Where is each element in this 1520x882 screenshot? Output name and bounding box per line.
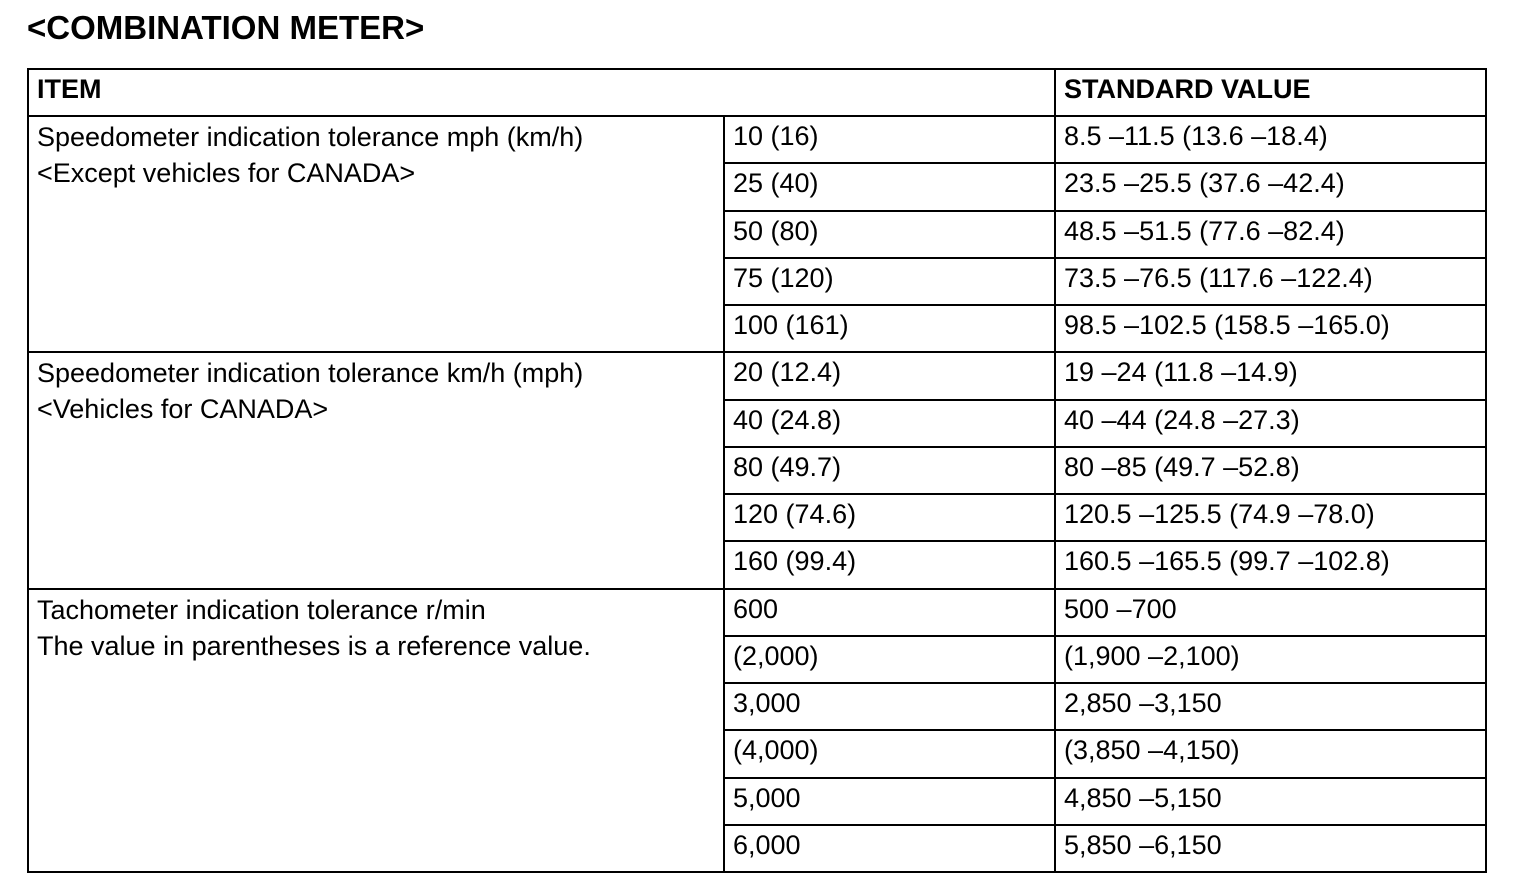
standard-value-cell: 5,850 –6,150 [1055,825,1486,872]
test-condition-cell: (2,000) [724,636,1055,683]
standard-value-cell: 2,850 –3,150 [1055,683,1486,730]
standard-value-cell: 500 –700 [1055,589,1486,636]
item-description [28,116,724,352]
standard-value-cell: 48.5 –51.5 (77.6 –82.4) [1055,211,1486,258]
combination-meter-spec-table [27,68,1487,873]
standard-value-cell: 80 –85 (49.7 –52.8) [1055,447,1486,494]
test-condition-cell: 20 (12.4) [724,352,1055,399]
table-row [28,589,1486,636]
page-title: <COMBINATION METER> [27,9,425,46]
standard-value-cell: (1,900 –2,100) [1055,636,1486,683]
standard-value-cell: 73.5 –76.5 (117.6 –122.4) [1055,258,1486,305]
item-description-line: <Except vehicles for CANADA> [37,158,416,189]
test-condition-cell: 10 (16) [724,116,1055,163]
header-row [28,69,1486,116]
test-condition-cell: 160 (99.4) [724,541,1055,588]
standard-value-cell: 19 –24 (11.8 –14.9) [1055,352,1486,399]
standard-value-cell: 8.5 –11.5 (13.6 –18.4) [1055,116,1486,163]
item-description-line: The value in parentheses is a reference value. [37,630,591,661]
test-condition-cell: 5,000 [724,778,1055,825]
test-condition-cell: 50 (80) [724,211,1055,258]
table-row [28,116,1486,163]
test-condition-cell: 120 (74.6) [724,494,1055,541]
test-condition-cell: 75 (120) [724,258,1055,305]
item-description [28,589,724,872]
test-condition-cell: 600 [724,589,1055,636]
standard-value-cell: 4,850 –5,150 [1055,778,1486,825]
item-description-line: Tachometer indication tolerance r/min [37,594,486,625]
test-condition-cell: 80 (49.7) [724,447,1055,494]
standard-value-cell: 120.5 –125.5 (74.9 –78.0) [1055,494,1486,541]
header-standard-value: STANDARD VALUE [1055,69,1486,116]
header-item: ITEM [28,69,1055,116]
standard-value-cell: 23.5 –25.5 (37.6 –42.4) [1055,163,1486,210]
item-description-line: Speedometer indication tolerance mph (km/h) [37,122,584,153]
standard-value-cell: 40 –44 (24.8 –27.3) [1055,400,1486,447]
standard-value-cell: 160.5 –165.5 (99.7 –102.8) [1055,541,1486,588]
spec-table-body [28,69,1486,872]
standard-value-cell: 98.5 –102.5 (158.5 –165.0) [1055,305,1486,352]
standard-value-cell: (3,850 –4,150) [1055,730,1486,777]
test-condition-cell: 6,000 [724,825,1055,872]
item-description-line: <Vehicles for CANADA> [37,394,329,425]
test-condition-cell: 100 (161) [724,305,1055,352]
test-condition-cell: 3,000 [724,683,1055,730]
item-description-line: Speedometer indication tolerance km/h (mph) [37,358,584,389]
item-description [28,352,724,588]
test-condition-cell: 25 (40) [724,163,1055,210]
table-row [28,352,1486,399]
test-condition-cell: 40 (24.8) [724,400,1055,447]
test-condition-cell: (4,000) [724,730,1055,777]
